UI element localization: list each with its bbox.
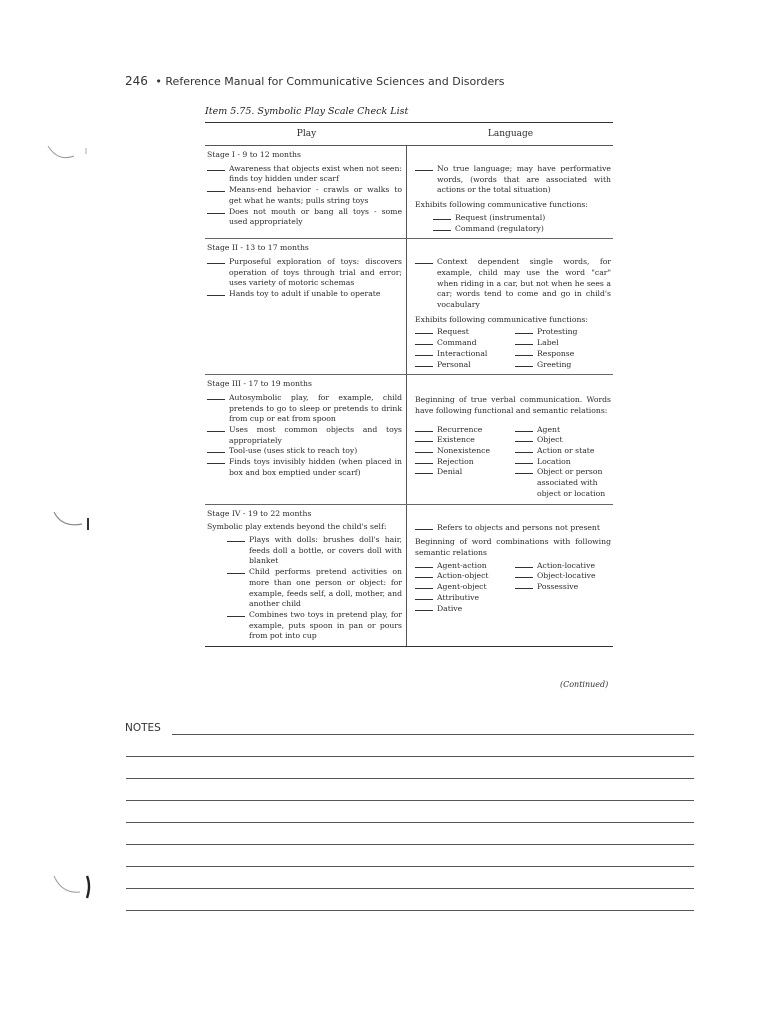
binder-hole-mark-icon [50, 506, 100, 540]
checklist-item[interactable]: Protesting [515, 327, 611, 338]
checklist-item[interactable]: Action-locative [515, 561, 611, 572]
notes-line[interactable] [172, 734, 694, 735]
checklist-item[interactable]: Object or person associated with object or location [515, 467, 611, 499]
checklist-item[interactable]: Request [415, 327, 511, 338]
checklist-item[interactable]: Tool-use (uses stick to reach toy) [207, 446, 402, 457]
checklist-item[interactable]: Combines two toys in pretend play, for example, puts spoon in pan or pours from pot into cup [227, 610, 402, 642]
functions-intro: Exhibits following communicative functions: [415, 200, 588, 210]
stage-3-language [407, 375, 613, 503]
notes-line[interactable] [126, 866, 694, 867]
checklist-item[interactable]: Recurrence [415, 425, 511, 436]
checklist-item[interactable]: Denial [415, 467, 511, 499]
binder-hole-mark-icon [50, 872, 100, 906]
functions-grid [415, 327, 611, 370]
checklist-item[interactable]: Command (regulatory) [433, 224, 611, 235]
checklist-item[interactable]: Action-object [415, 571, 511, 582]
column-headers [205, 123, 613, 145]
checklist-item[interactable]: Hands toy to adult if unable to operate [207, 289, 402, 300]
stage-title: Stage IV - 19 to 22 months [207, 508, 312, 518]
checklist-table [205, 122, 613, 647]
stage-title: Stage III - 17 to 19 months [207, 379, 312, 389]
checklist-item[interactable]: Greeting [515, 360, 611, 371]
checklist-item[interactable]: Awareness that objects exist when not seen: finds toy hidden under scarf [207, 164, 402, 185]
checklist-item[interactable]: Child performs pretend activities on more than one person or object: for example, feeds self, a doll, mother, and another child [227, 567, 402, 610]
checklist-item[interactable]: Purposeful exploration of toys: discovers operation of toys through trial and error; uses variety of motoric schemas [207, 257, 402, 289]
stage-title: Stage I - 9 to 12 months [207, 150, 301, 159]
column-header-play: Play [296, 129, 317, 139]
notes-line[interactable] [126, 844, 694, 845]
notes-label: NOTES [125, 722, 161, 734]
binder-hole-mark-icon [44, 140, 94, 170]
checklist-item[interactable]: Dative [415, 604, 511, 615]
stage-2-play [205, 239, 407, 374]
notes-line[interactable] [126, 800, 694, 801]
checklist-item[interactable]: Context dependent single words, for example, child may use the word "car" when riding in a car, but not when he sees a car; words tend to come and go in child's vocabulary [415, 257, 611, 311]
checklist-item[interactable]: Nonexistence [415, 446, 511, 457]
checklist-item[interactable]: Does not mouth or bang all toys - some used appropriately [207, 207, 402, 228]
stage-4-play [205, 505, 407, 646]
relations-right [515, 561, 611, 615]
stage-2-row [205, 239, 613, 375]
checklist-item[interactable]: Rejection [415, 457, 511, 468]
notes-line[interactable] [126, 888, 694, 889]
continued-label: (Continued) [560, 680, 609, 689]
checklist-item[interactable]: Uses most common objects and toys appropriately [207, 425, 402, 446]
checklist-item[interactable]: Label [515, 338, 611, 349]
stage-1-play [205, 146, 407, 238]
stage-4-language [407, 505, 613, 646]
relations-grid [415, 425, 611, 500]
functions-intro: Exhibits following communicative functions: [415, 314, 588, 324]
checklist-item[interactable]: Attributive [415, 593, 511, 604]
stage-3-row [205, 375, 613, 504]
checklist-item[interactable]: Location [515, 457, 611, 468]
relations-grid [415, 561, 611, 615]
checklist-item[interactable]: Means-end behavior - crawls or walks to get what he wants; pulls string toys [207, 185, 402, 206]
checklist-item[interactable]: Plays with dolls: brushes doll's hair, feeds doll a bottle, or covers doll with blanket [227, 535, 402, 567]
checklist-item[interactable]: Autosymbolic play, for example, child pretends to go to sleep or pretends to drink from cup or eat from spoon [207, 393, 402, 425]
checklist-item[interactable]: Object [515, 435, 611, 446]
functions-intro: Beginning of true verbal communication. Words have following functional and semantic relations: [415, 395, 611, 415]
checklist-item[interactable]: Response [515, 349, 611, 360]
stage-1-row [205, 146, 613, 239]
relations-left [415, 561, 511, 615]
item-title: Item 5.75. Symbolic Play Scale Check List [205, 106, 409, 117]
checklist-item[interactable]: Finds toys invisibly hidden (when placed in box and box emptied under scarf) [207, 457, 402, 478]
stage-4-row [205, 505, 613, 647]
checklist-item[interactable]: Interactional [415, 349, 511, 360]
book-title: Reference Manual for Communicative Sciences and Disorders [165, 75, 505, 88]
checklist-item[interactable]: Request (instrumental) [433, 213, 611, 224]
checklist-item[interactable]: Command [415, 338, 511, 349]
page-number: 246 [125, 74, 148, 88]
notes-line[interactable] [126, 822, 694, 823]
checklist-item[interactable]: Refers to objects and persons not present [415, 523, 611, 534]
stage-2-language [407, 239, 613, 374]
page-header [125, 74, 505, 88]
checklist-item[interactable]: Agent-action [415, 561, 511, 572]
checklist-item[interactable]: Agent [515, 425, 611, 436]
stage-title: Stage II - 13 to 17 months [207, 243, 309, 253]
checklist-item[interactable]: Personal [415, 360, 511, 371]
checklist-item[interactable]: Object-locative [515, 571, 611, 582]
checklist-item[interactable]: Agent-object [415, 582, 511, 593]
column-header-language: Language [487, 129, 534, 139]
notes-line[interactable] [126, 778, 694, 779]
checklist-item[interactable]: Existence [415, 435, 511, 446]
play-intro: Symbolic play extends beyond the child's self: [207, 522, 387, 532]
checklist-item[interactable]: No true language; may have performative words, (words that are associated with actions or the total situation) [415, 164, 611, 196]
notes-line[interactable] [126, 910, 694, 911]
stage-1-language [407, 146, 613, 238]
checklist-item[interactable]: Possessive [515, 582, 611, 593]
notes-line[interactable] [126, 756, 694, 757]
relations-intro: Beginning of word combinations with following semantic relations [415, 537, 611, 557]
checklist-item[interactable]: Action or state [515, 446, 611, 457]
stage-3-play [205, 375, 407, 503]
header-bullet: • [155, 75, 162, 88]
